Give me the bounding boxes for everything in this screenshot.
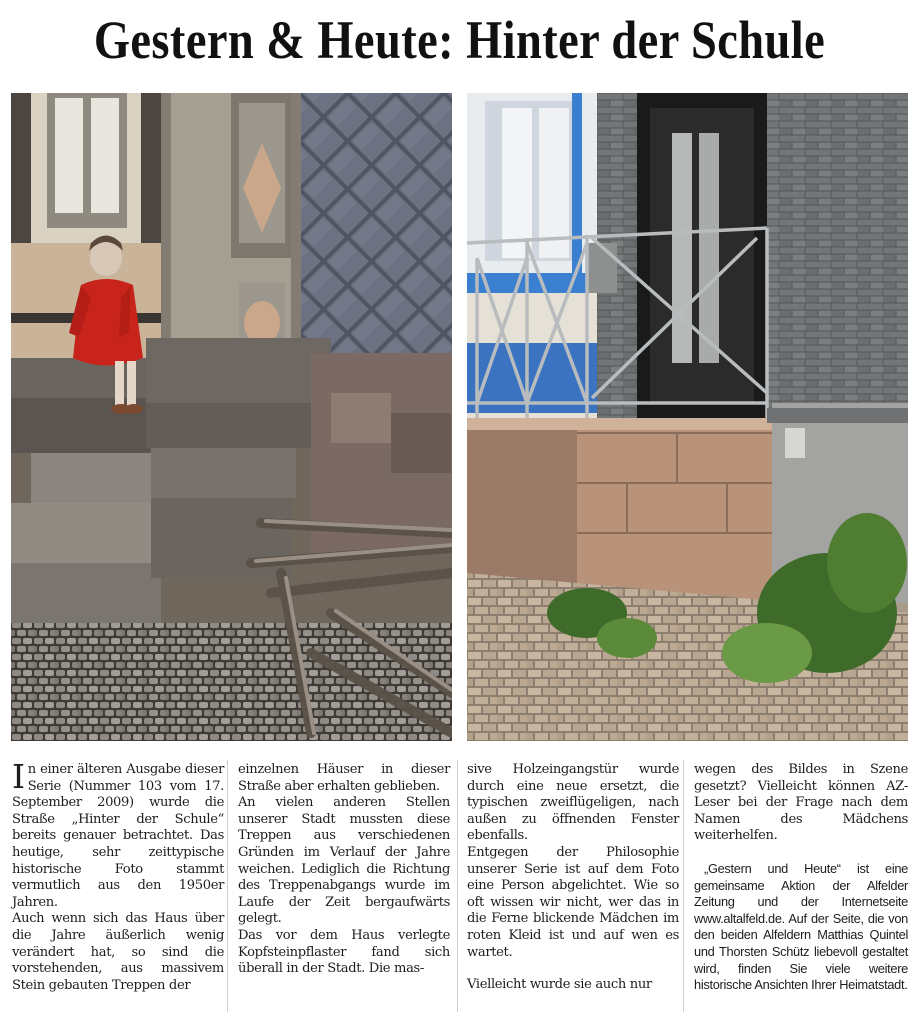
paragraph: In einer älteren Ausgabe dieser Serie (Nummer 103 vom 17. September 2009) wurde die Straße „Hinter der Schule“ bereits genauer betrachtet. Das heutige, sehr zeittypische historische Foto stammt vermutlich aus den 1950er Jahren.: [12, 757, 224, 910]
paragraph: Vielleicht wurde sie auch nur: [467, 977, 652, 993]
headline: Gestern & Heute: Hinter der Schule: [93, 10, 826, 70]
paragraph: einzelnen Häuser in dieser Straße aber erhalten geblieben.: [238, 762, 450, 794]
paragraph: wegen des Bildes in Szene gesetzt? Vielleicht können AZ-Leser bei der Frage nach dem Namen des Mädchens weiterhelfen.: [694, 762, 908, 844]
historic-photo: [11, 93, 452, 741]
article-column-2: [238, 762, 450, 978]
current-photo: [467, 93, 908, 741]
paragraph: An vielen anderen Stellen unserer Stadt mussten diese Treppen aus verschiedenen Gründen im Verlauf der Jahre weichen. Lediglich die Richtung des Treppenabgangs wurde im Laufe der Zeit bergaufwärts gelegt.: [238, 795, 450, 927]
paragraph: Entgegen der Philosophie unserer Serie ist auf dem Foto eine Person abgelichtet. Wie so oft wissen wir nicht, wer das in die Ferne blickende Mädchen im roten Kleid ist und auf wen es wartet.: [467, 844, 679, 960]
dropcap: I: [12, 757, 25, 796]
paragraph: Das vor dem Haus verlegte Kopfsteinpflaster fand sich überall in der Stadt. Die mas-: [238, 927, 450, 977]
series-note: „Gestern und Heute“ ist eine gemeinsame Aktion der Alfelder Zeitung und der Internetseite www.altalfeld.de. Auf der Seite, die von den beiden Alfeldern Matthias Quintel und Thorsten Schütz liebevoll gestaltet wird, finden Sie viele weitere historische Ansichten Ihrer Heimatstadt.: [694, 860, 908, 993]
paragraph: sive Holzeingangstür wurde durch eine neue ersetzt, die typischen zweiflügeligen, nach außen zu öffnenden Fenster ebenfalls.: [467, 762, 679, 844]
paragraph: Auch wenn sich das Haus über die Jahre äußerlich wenig verändert hat, so sind die vorstehenden, aus massivem Stein gebauten Treppen der: [12, 911, 224, 993]
article-column-1: [12, 757, 224, 994]
article-column-4: [694, 762, 908, 994]
article-column-3: [467, 762, 679, 994]
